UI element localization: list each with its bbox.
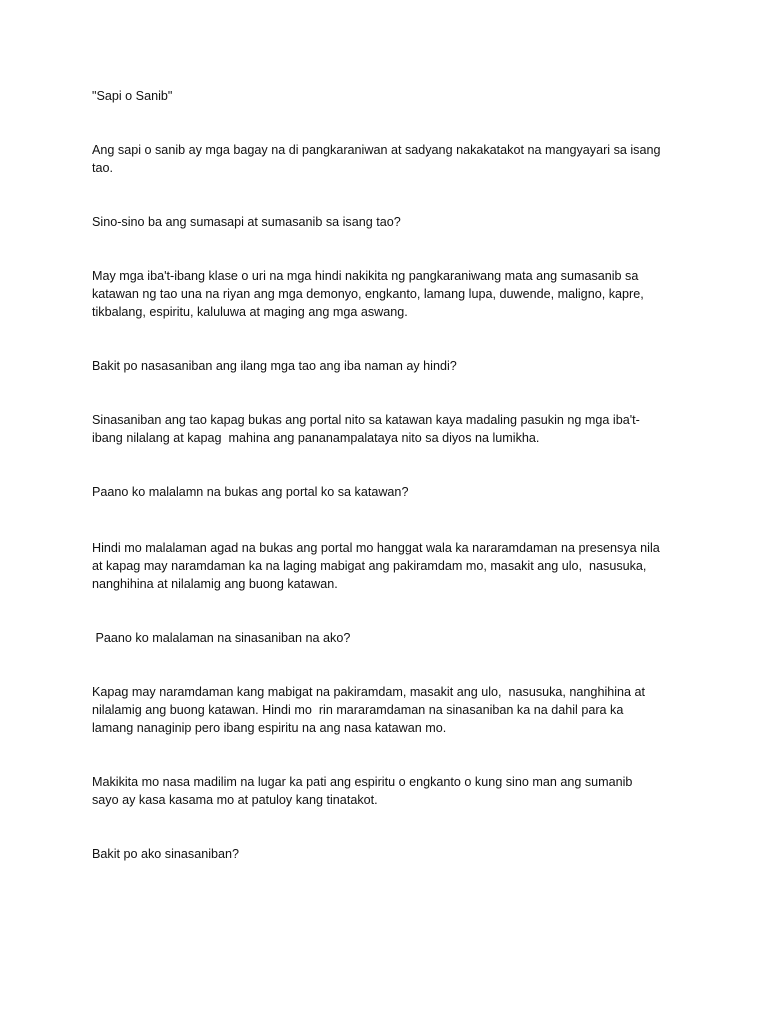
paragraph-types-of-beings: May mga iba't-ibang klase o uri na mga hindi nakikita ng pangkaraniwang mata ang sumasanib sa katawan ng tao una na riyan ang mga demonyo, engkanto, lamang lupa, duwende, maligno, kapre, tikbalang, espiritu, kaluluwa at maging ang mga aswang. <box>92 269 644 319</box>
paragraph-dark-place: Makikita mo nasa madilim na lugar ka pati ang espiritu o engkanto o kung sino man ang sumanib sayo ay kasa kasama mo at patuloy kang tinatakot. <box>92 775 633 807</box>
paragraph-possession-signs: Kapag may naramdaman kang mabigat na pakiramdam, masakit ang ulo, nasusuka, nanghihina at nilalamig ang buong katawan. Hindi mo rin mararamdaman na sinasaniban ka na dahil para ka lamang nanaginip pero ibang espiritu na ang nasa katawan mo. <box>92 685 646 735</box>
paragraph-definition: Ang sapi o sanib ay mga bagay na di pangkaraniwan at sadyang nakakatakot na mangyayari sa isang tao. <box>92 143 661 175</box>
question-why-me: Bakit po ako sinasaniban? <box>92 847 240 861</box>
paragraph-portal-signs: Hindi mo malalaman agad na bukas ang portal mo hanggat wala ka nararamdaman na presensya nila at kapag may naramdaman ka na laging mabigat ang pakiramdam mo, masakit ang ulo, nasusuka, nanghihina at nilalamig ang buong katawan. <box>92 541 660 591</box>
paragraph-open-portal: Sinasaniban ang tao kapag bukas ang portal nito sa katawan kaya madaling pasukin ng mga iba't- ibang nilalang at kapag mahina ang pananampalataya nito sa diyos na lumikha. <box>92 413 640 445</box>
question-why-possessed: Bakit po nasasaniban ang ilang mga tao ang iba naman ay hindi? <box>92 359 457 373</box>
question-who-possesses: Sino-sino ba ang sumasapi at sumasanib sa isang tao? <box>92 215 401 229</box>
document-title: "Sapi o Sanib" <box>92 89 173 103</box>
question-how-to-know-possessed: Paano ko malalaman na sinasaniban na ako? <box>92 631 351 645</box>
question-how-to-know-portal: Paano ko malalamn na bukas ang portal ko sa katawan? <box>92 485 409 499</box>
